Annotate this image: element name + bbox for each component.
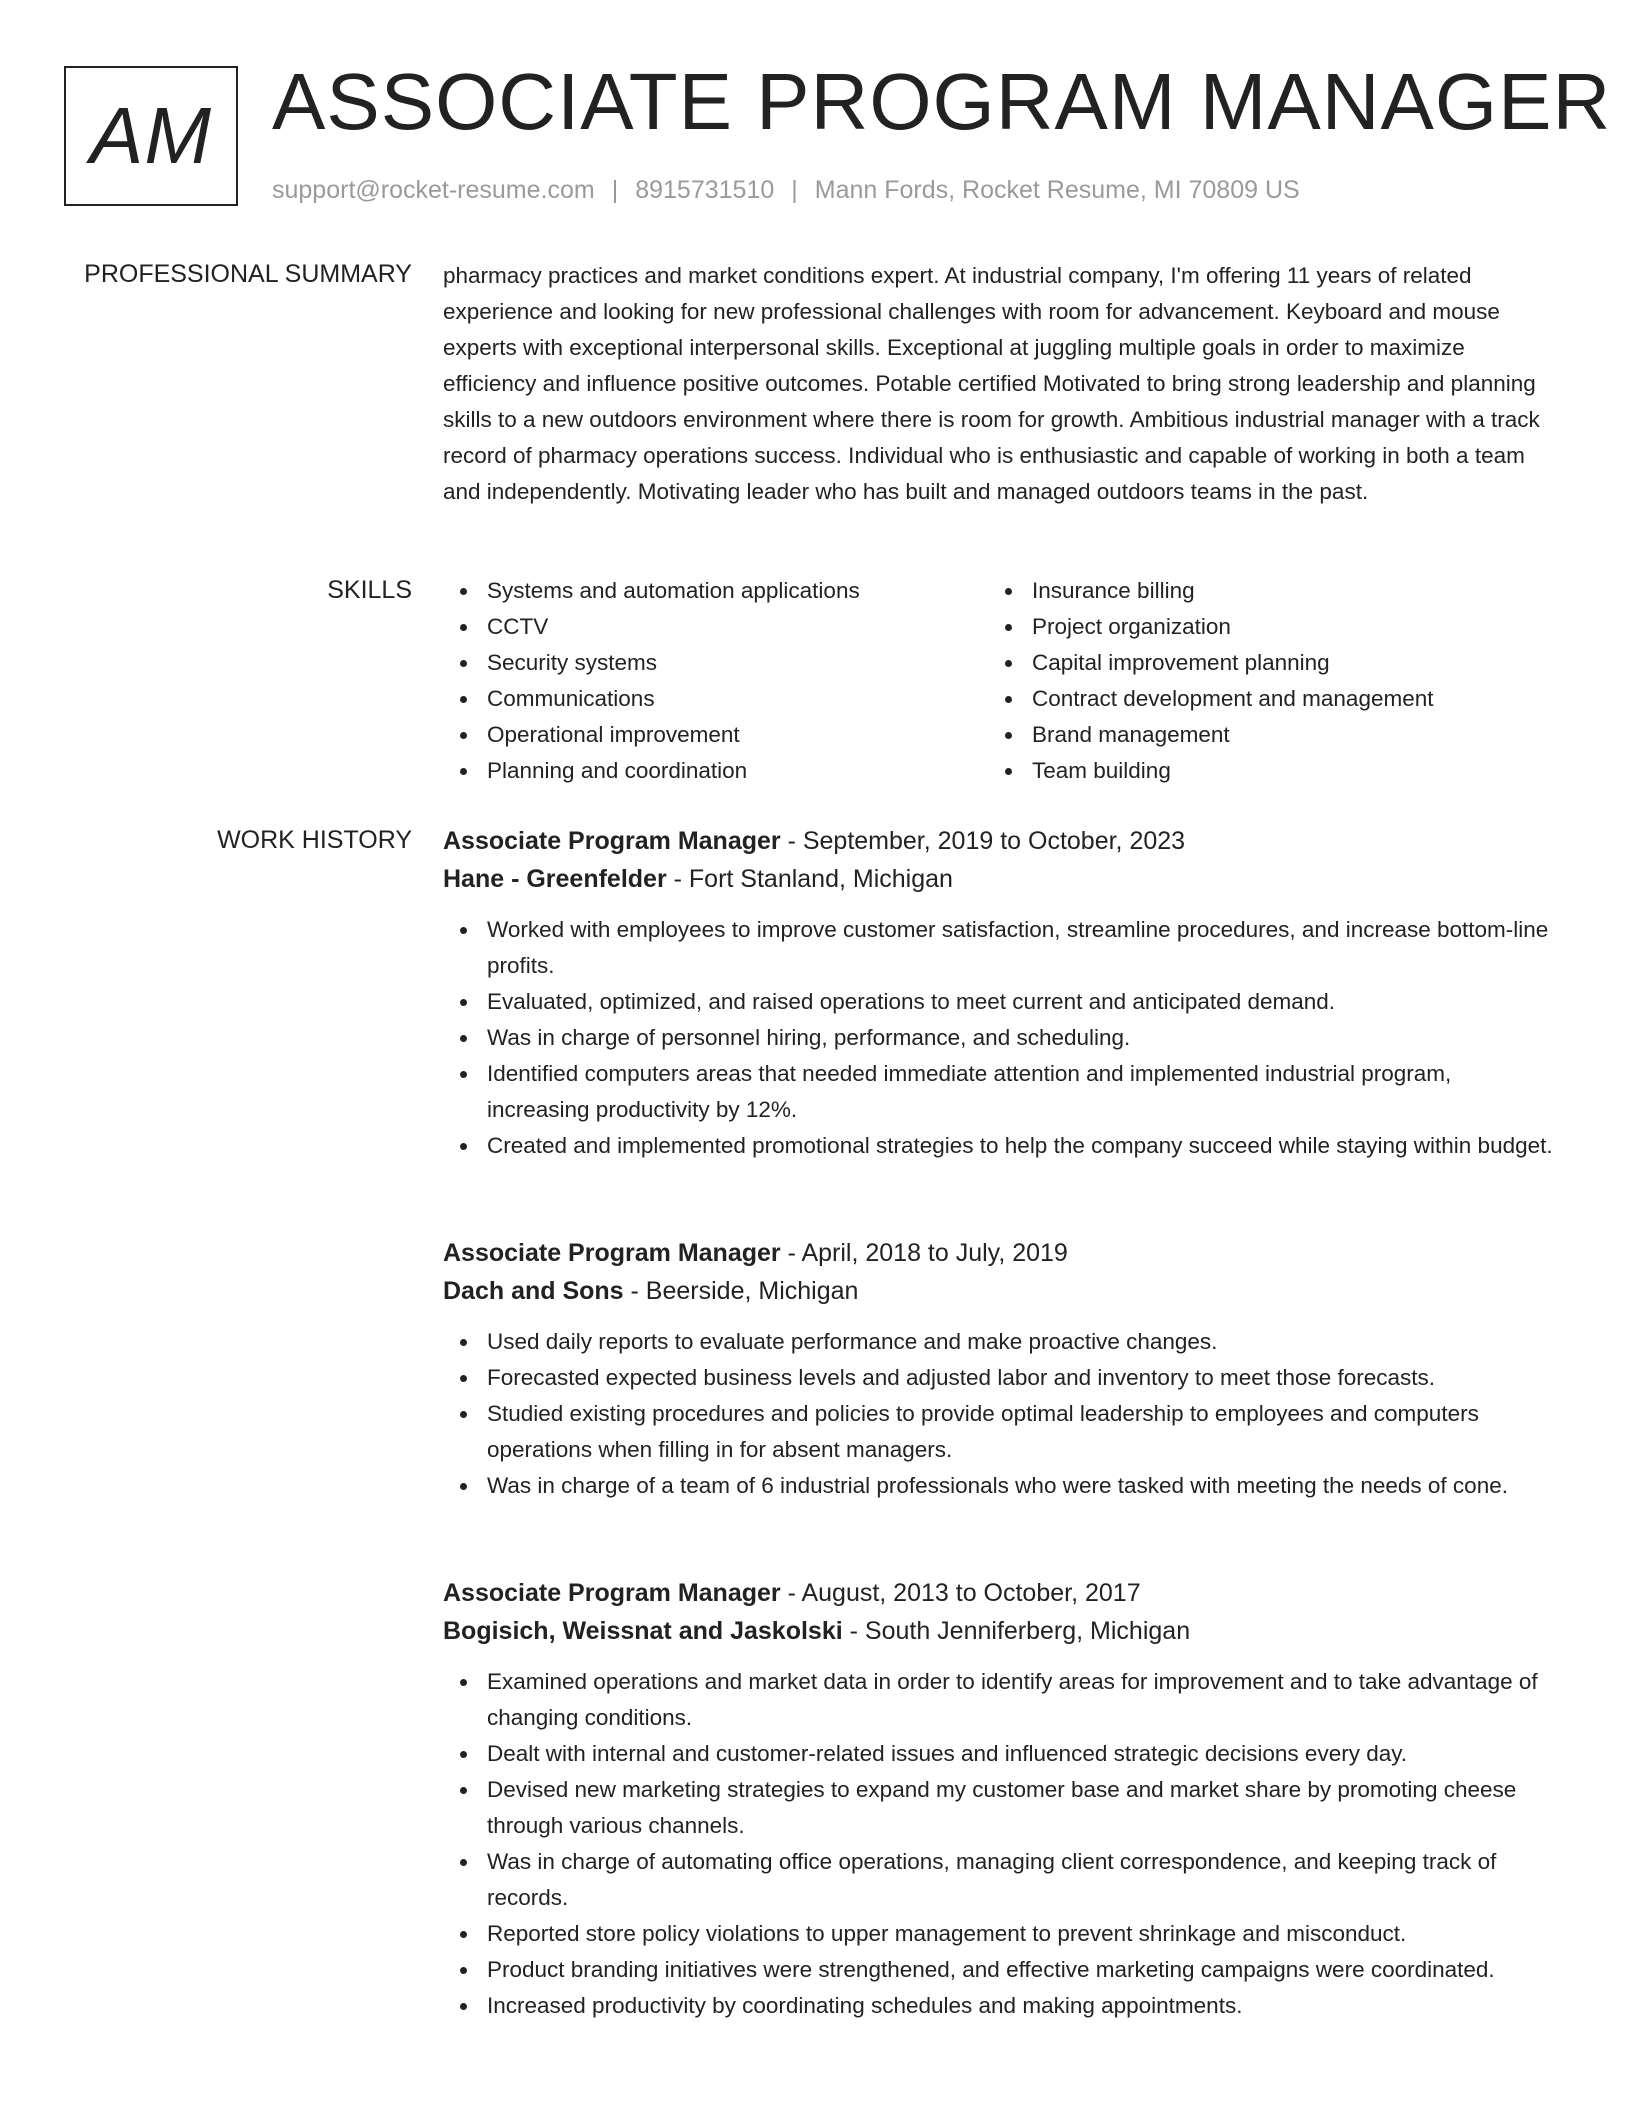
job-bullet: Was in charge of automating office operations, managing client correspondence, and keeping track of records. [443,1844,1555,1916]
job-bullet: Was in charge of personnel hiring, performance, and scheduling. [443,1020,1555,1056]
job-title: Associate Program Manager [443,1579,781,1607]
skill-item: Security systems [443,645,988,681]
skill-item: Planning and coordination [443,753,988,789]
job-bullet-list [443,1324,1555,1504]
job-bullet: Reported store policy violations to upper management to prevent shrinkage and misconduct. [443,1916,1555,1952]
contact-line [272,174,1300,206]
job-bullet: Was in charge of a team of 6 industrial professionals who were tasked with meeting the needs of cone. [443,1468,1555,1504]
section-label-work-history: WORK HISTORY [217,826,412,854]
job-bullet-list [443,1664,1555,2024]
email-text[interactable]: support@rocket-resume.com [272,176,595,204]
contact-separator: | [791,176,798,204]
resume-name-heading: ASSOCIATE PROGRAM MANAGER [272,57,1612,146]
skill-item: Communications [443,681,988,717]
job-title-line [443,1234,1555,1272]
job-bullet: Studied existing procedures and policies to provide optimal leadership to employees and computers operations when filling in for absent managers. [443,1396,1555,1468]
skill-item: CCTV [443,609,988,645]
job-dates: - August, 2013 to October, 2017 [780,1579,1141,1607]
job-dates: - September, 2019 to October, 2023 [780,827,1186,855]
job-bullet: Identified computers areas that needed immediate attention and implemented industrial program, increasing productivity by 12%. [443,1056,1555,1128]
job-entry [443,822,1555,1164]
skill-item: Brand management [988,717,1434,753]
section-label-summary: PROFESSIONAL SUMMARY [84,260,412,288]
job-company: Hane - Greenfelder [443,865,667,893]
job-location: - Beerside, Michigan [623,1277,859,1305]
skill-item: Project organization [988,609,1434,645]
job-company-line [443,1272,1555,1310]
job-bullet: Forecasted expected business levels and adjusted labor and inventory to meet those forecasts. [443,1360,1555,1396]
skills-column-right [988,573,1434,789]
contact-separator: | [611,176,619,204]
job-dates: - April, 2018 to July, 2019 [780,1239,1068,1267]
job-entry [443,1574,1555,2024]
skills-column-left [443,573,988,789]
job-bullet: Dealt with internal and customer-related issues and influenced strategic decisions every day. [443,1736,1555,1772]
job-bullet: Evaluated, optimized, and raised operations to meet current and anticipated demand. [443,984,1555,1020]
job-company-line [443,860,1555,898]
phone-text[interactable]: 8915731510 [635,176,775,204]
address-text: Mann Fords, Rocket Resume, MI 70809 US [814,176,1300,204]
job-bullet: Examined operations and market data in order to identify areas for improvement and to take advantage of changing conditions. [443,1664,1555,1736]
job-bullet: Worked with employees to improve customer satisfaction, streamline procedures, and increase bottom-line profits. [443,912,1555,984]
job-location: - South Jenniferberg, Michigan [842,1617,1191,1645]
skill-item: Operational improvement [443,717,988,753]
job-company: Dach and Sons [443,1277,624,1305]
skill-item: Insurance billing [988,573,1434,609]
job-bullet: Increased productivity by coordinating schedules and making appointments. [443,1988,1555,2024]
job-bullet-list [443,912,1555,1164]
job-location: - Fort Stanland, Michigan [666,865,953,893]
skill-item: Systems and automation applications [443,573,988,609]
job-bullet: Devised new marketing strategies to expand my customer base and market share by promoting cheese through various channels. [443,1772,1555,1844]
job-company-line [443,1612,1555,1650]
job-bullet: Created and implemented promotional strategies to help the company succeed while staying within budget. [443,1128,1555,1164]
skills-list [443,573,1555,789]
skill-item: Capital improvement planning [988,645,1434,681]
skill-item: Contract development and management [988,681,1434,717]
job-title: Associate Program Manager [443,1239,781,1267]
job-entry [443,1234,1555,1504]
monogram-logo: AM [64,66,238,206]
job-title: Associate Program Manager [443,827,781,855]
skill-item: Team building [988,753,1434,789]
section-label-skills: SKILLS [327,576,412,604]
job-title-line [443,1574,1555,1612]
job-company: Bogisich, Weissnat and Jaskolski [443,1617,843,1645]
job-title-line [443,822,1555,860]
summary-paragraph: pharmacy practices and market conditions expert. At industrial company, I'm offering 11 years of related experience and looking for new professional challenges with room for advancement. Keyboard and mouse experts with exceptional interpersonal skills. Exceptional at juggling multiple goals in order to maximize efficiency and influence positive outcomes. Potable certified Motivated to bring strong leadership and planning skills to a new outdoors environment where there is room for growth. Ambitious industrial manager with a track record of pharmacy operations success. Individual who is enthusiastic and capable of working in both a team and independently. Motivating leader who has built and managed outdoors teams in the past. [443,263,1540,504]
job-bullet: Product branding initiatives were strengthened, and effective marketing campaigns were coordinated. [443,1952,1555,1988]
job-bullet: Used daily reports to evaluate performance and make proactive changes. [443,1324,1555,1360]
